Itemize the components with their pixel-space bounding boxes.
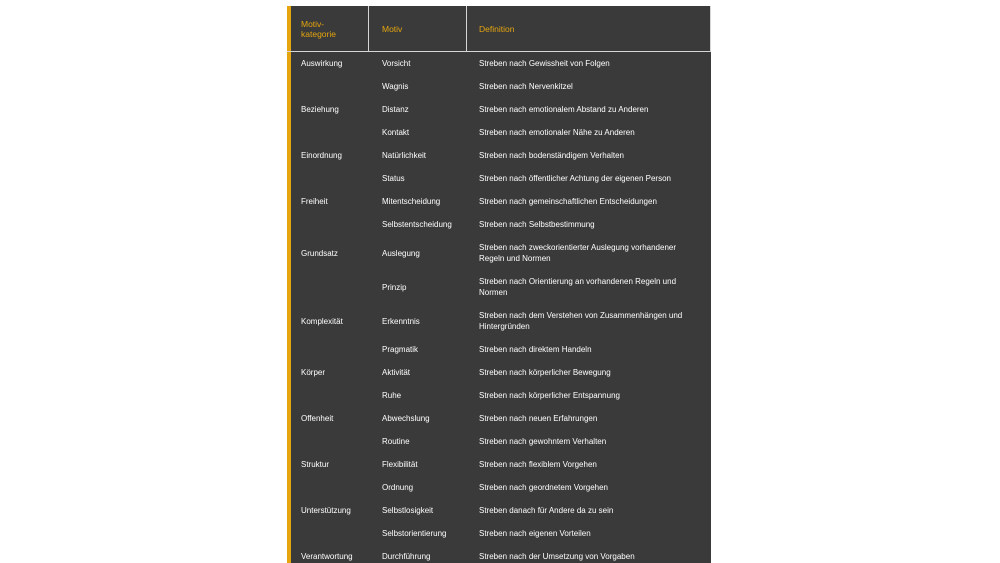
row-motive: Mitentscheidung (382, 197, 441, 206)
row-definition: Streben nach Gewissheit von Folgen (479, 59, 610, 68)
row-motive: Flexibilität (382, 460, 418, 469)
row-motive: Kontakt (382, 128, 410, 137)
table-row (287, 476, 711, 499)
row-definition: Streben danach für Andere da zu sein (479, 506, 614, 515)
row-motive: Selbstlosigkeit (382, 506, 434, 515)
row-definition: Streben nach körperlicher Entspannung (479, 391, 620, 400)
row-motive: Auslegung (382, 248, 420, 258)
row-category (301, 384, 375, 407)
table-row (287, 121, 711, 144)
row-category (301, 121, 375, 144)
table-row (287, 361, 711, 384)
header-definition: Definition (479, 23, 515, 34)
row-category (301, 167, 375, 190)
row-category (301, 476, 375, 499)
row-definition: Streben nach emotionaler Nähe zu Anderen (479, 128, 635, 137)
row-motive: Natürlichkeit (382, 151, 427, 160)
row-motive: Selbstorientierung (382, 529, 447, 538)
row-motive: Selbstentscheidung (382, 220, 452, 229)
table-row (287, 98, 711, 121)
row-motive: Aktivität (382, 368, 411, 377)
table-row (287, 190, 711, 213)
row-motive: Routine (382, 437, 410, 446)
row-category: Körper (301, 368, 326, 377)
table-row (287, 52, 711, 75)
row-definition: Streben nach neuen Erfahrungen (479, 414, 598, 423)
row-definition: Streben nach gewohntem Verhalten (479, 437, 607, 446)
table-row (287, 522, 711, 545)
row-category (301, 75, 375, 98)
row-definition: Streben nach zweckorientierter Auslegung vorhandener Regeln und Normen (479, 243, 677, 263)
table-row (287, 167, 711, 190)
row-definition: Streben nach Nervenkitzel (479, 82, 573, 91)
row-motive: Wagnis (382, 82, 409, 91)
row-definition: Streben nach direktem Handeln (479, 345, 592, 354)
row-definition: Streben nach bodenständigem Verhalten (479, 151, 624, 160)
row-definition: Streben nach körperlicher Bewegung (479, 368, 611, 377)
table-row (287, 545, 711, 563)
table-row (287, 407, 711, 430)
header-motive-category: Motiv- kategorie (301, 18, 336, 39)
row-category: Struktur (301, 460, 330, 469)
header-divider (466, 6, 467, 51)
row-category (301, 430, 375, 453)
table-row (287, 75, 711, 98)
row-motive: Pragmatik (382, 345, 419, 354)
header-divider (368, 6, 369, 51)
table-row (287, 236, 711, 270)
row-motive: Vorsicht (382, 59, 411, 68)
row-category: Freiheit (301, 197, 328, 206)
row-category: Auswirkung (301, 59, 343, 68)
row-category: Verantwortung (301, 552, 353, 561)
row-definition: Streben nach flexiblem Vorgehen (479, 460, 597, 469)
row-definition: Streben nach gemeinschaftlichen Entscheidungen (479, 197, 657, 206)
table-row (287, 338, 711, 361)
motive-table (287, 6, 711, 563)
table-body (287, 52, 711, 563)
row-definition: Streben nach öffentlicher Achtung der eigenen Person (479, 174, 671, 183)
row-motive: Ordnung (382, 483, 414, 492)
row-motive: Distanz (382, 105, 409, 114)
row-motive: Status (382, 174, 405, 183)
table-row (287, 144, 711, 167)
row-motive: Durchführung (382, 552, 431, 561)
row-category (301, 522, 375, 545)
row-category (301, 213, 375, 236)
row-motive: Erkenntnis (382, 316, 420, 326)
row-motive: Abwechslung (382, 414, 430, 423)
row-definition: Streben nach emotionalem Abstand zu Anderen (479, 105, 649, 114)
row-motive: Prinzip (382, 282, 407, 292)
row-category (301, 270, 375, 304)
table-row (287, 453, 711, 476)
row-definition: Streben nach der Umsetzung von Vorgaben (479, 552, 635, 561)
row-definition: Streben nach eigenen Vorteilen (479, 529, 591, 538)
row-category: Unterstützung (301, 506, 351, 515)
row-definition: Streben nach Selbstbestimmung (479, 220, 595, 229)
table-header (287, 6, 711, 52)
row-category: Offenheit (301, 414, 334, 423)
header-motive: Motiv (382, 23, 403, 34)
header-divider (710, 6, 711, 51)
row-category: Beziehung (301, 105, 339, 114)
row-category: Einordnung (301, 151, 342, 160)
table-row (287, 430, 711, 453)
row-motive: Ruhe (382, 391, 402, 400)
row-category (301, 338, 375, 361)
table-row (287, 270, 711, 304)
table-row (287, 213, 711, 236)
row-definition: Streben nach dem Verstehen von Zusammenhängen und Hintergründen (479, 311, 683, 331)
table-row (287, 384, 711, 407)
row-category: Grundsatz (301, 248, 338, 258)
row-definition: Streben nach geordnetem Vorgehen (479, 483, 608, 492)
table-row (287, 304, 711, 338)
row-category: Komplexität (301, 316, 343, 326)
table-row (287, 499, 711, 522)
row-definition: Streben nach Orientierung an vorhandenen Regeln und Normen (479, 277, 677, 297)
